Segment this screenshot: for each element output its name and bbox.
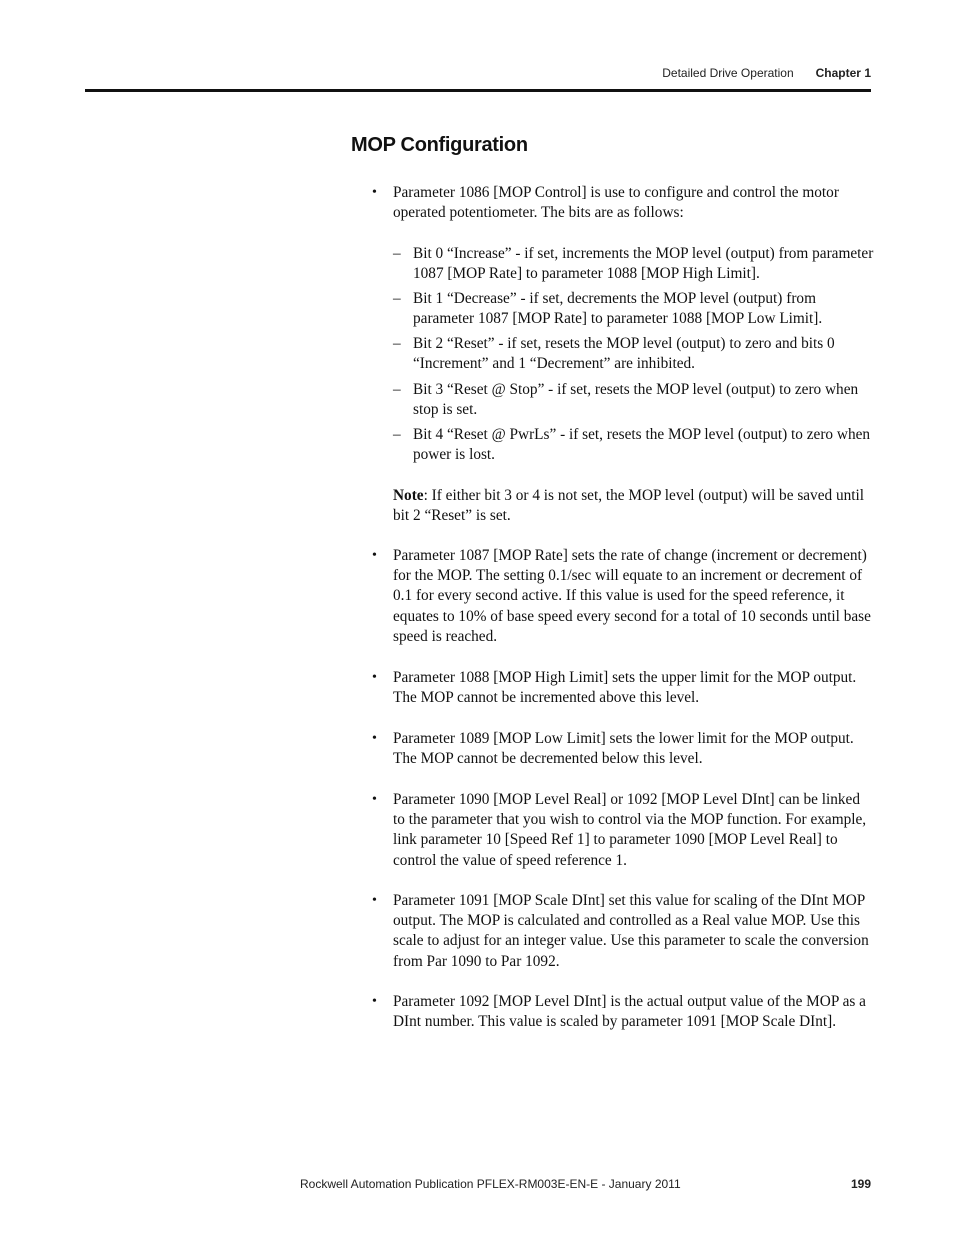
sub-item-text: Bit 2 “Reset” - if set, resets the MOP level (output) to zero and bits 0 “Increment” and 1 “Decrement” are inhibited. [413, 335, 835, 373]
dash-mark: – [393, 335, 401, 352]
page-number: 199 [850, 1177, 871, 1191]
footer-publication: Rockwell Automation Publication PFLEX-RM003E-EN-E - January 2011 [300, 1177, 681, 1191]
dash-mark: – [393, 381, 401, 398]
bullet-text: Parameter 1090 [MOP Level Real] or 1092 [MOP Level DInt] can be linked to the parameter that you wish to control via the MOP function. For example, link parameter 10 [Speed Ref 1] to parameter 1090 [MOP Level Real] to control the value of speed reference 1. [393, 791, 867, 869]
bullet-text: Parameter 1088 [MOP High Limit] sets the upper limit for the MOP output. The MOP cannot be incremented above this level. [393, 669, 857, 707]
sub-item-text: Bit 4 “Reset @ PwrLs” - if set, resets the MOP level (output) to zero when power is lost. [413, 426, 871, 464]
bullet-text: Parameter 1089 [MOP Low Limit] sets the lower limit for the MOP output. The MOP cannot be decremented below this level. [393, 730, 854, 768]
bullet-item [372, 729, 875, 769]
header-rule [85, 89, 871, 92]
bullet-text: Parameter 1086 [MOP Control] is use to configure and control the motor operated potentiometer. The bits are as follows: [393, 184, 839, 222]
sub-item-text: Bit 1 “Decrease” - if set, decrements the MOP level (output) from parameter 1087 [MOP Rate] to parameter 1088 [MOP Low Limit]. [413, 290, 823, 328]
bullet-item [372, 992, 875, 1032]
header-section: Detailed Drive Operation [662, 66, 794, 80]
bullet-mark: • [372, 731, 377, 746]
sub-list-item [393, 425, 875, 465]
bullet-item [372, 183, 875, 223]
sub-item-text: Bit 3 “Reset @ Stop” - if set, resets the MOP level (output) to zero when stop is set. [413, 381, 859, 419]
sub-list-item [393, 244, 875, 284]
bullet-mark: • [372, 548, 377, 563]
header-chapter: Chapter 1 [815, 66, 871, 80]
sub-item-text: Bit 0 “Increase” - if set, increments the MOP level (output) from parameter 1087 [MOP Rate] to parameter 1088 [MOP High Limit]. [413, 245, 874, 283]
note-text: : If either bit 3 or 4 is not set, the MOP level (output) will be saved until bit 2 “Reset” is set. [393, 487, 865, 525]
bullet-item [372, 546, 875, 647]
section-title: MOP Configuration [351, 134, 528, 156]
bullet-mark: • [372, 893, 377, 908]
bullet-mark: • [372, 792, 377, 807]
sub-list-item [393, 380, 875, 420]
running-header [662, 66, 871, 80]
bullet-text: Parameter 1092 [MOP Level DInt] is the actual output value of the MOP as a DInt number. This value is scaled by parameter 1091 [MOP Scale DInt]. [393, 993, 866, 1031]
dash-mark: – [393, 426, 401, 443]
note-label: Note [393, 487, 424, 504]
bullet-item [372, 668, 875, 708]
bullet-item [372, 790, 875, 871]
sub-list-item [393, 334, 875, 374]
bullet-mark: • [372, 994, 377, 1009]
bullet-text: Parameter 1087 [MOP Rate] sets the rate of change (increment or decrement) for the MOP. The setting 0.1/sec will equate to an increment or decrement of 0.1 for every second active. If this value is used for the speed reference, it equates to 10% of base speed every second for a total of 10 seconds until base speed is reached. [393, 547, 871, 645]
note-paragraph [393, 486, 875, 526]
dash-mark: – [393, 245, 401, 262]
bullet-mark: • [372, 185, 377, 200]
bullet-item [372, 891, 875, 972]
dash-mark: – [393, 290, 401, 307]
bullet-text: Parameter 1091 [MOP Scale DInt] set this value for scaling of the DInt MOP output. The MOP is calculated and controlled as a Real value MOP. Use this scale to adjust for an integer value. Use this parameter to scale the conversion from Par 1090 to Par 1092. [393, 892, 869, 970]
sub-list-item [393, 289, 875, 329]
bullet-mark: • [372, 670, 377, 685]
